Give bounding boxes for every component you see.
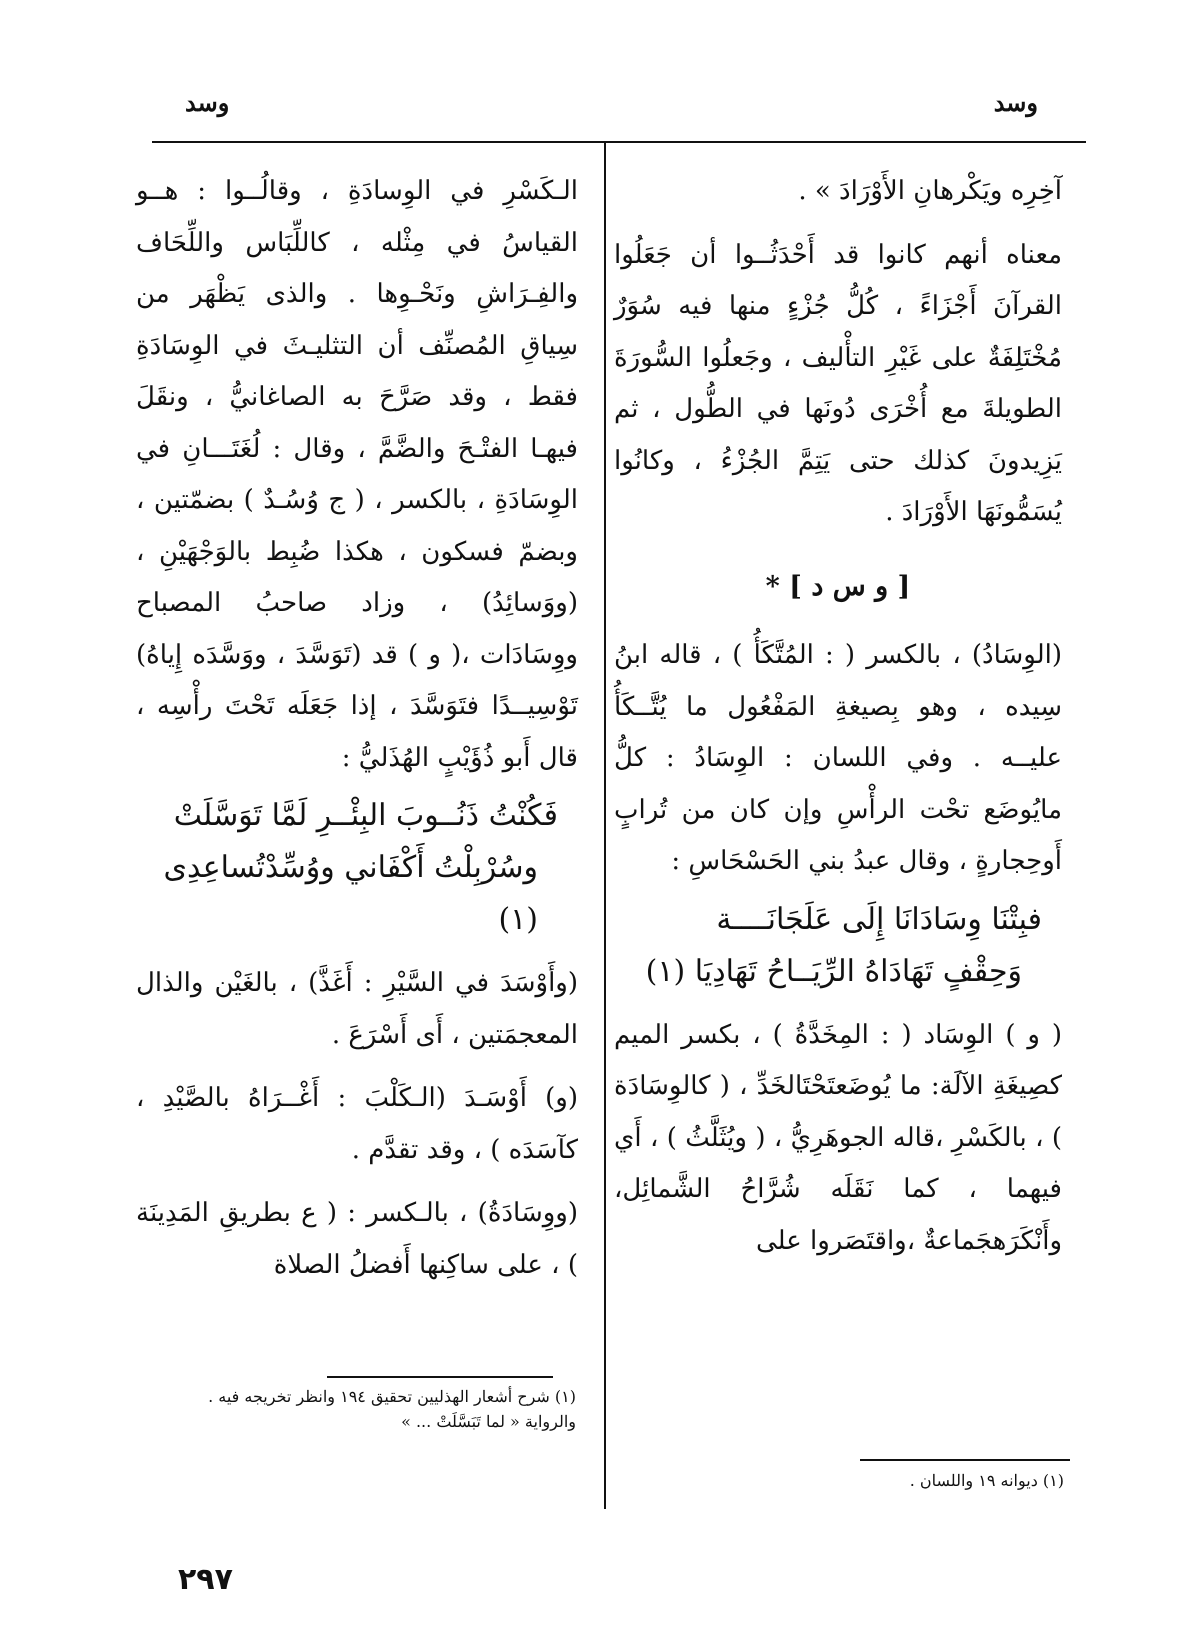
left-column [136, 166, 578, 1291]
verse-line: فبِتْنَا وِسَادَانَا إِلَى عَلَجَانَــــة [716, 901, 1042, 937]
verse-line: وَحِقْفٍ تَهَادَاهُ الرِّيَــاحُ تَهَادِيَا (١) [645, 953, 1022, 989]
footnote-right: (١) ديوانه ١٩ واللسان . [909, 1471, 1064, 1490]
footnote-line: (١) شرح أشعار الهذليين تحقيق ١٩٤ وانظر تخريجه فيه . [208, 1387, 576, 1406]
running-head-left: وسد [185, 88, 230, 117]
footnote-rule-left [327, 1376, 553, 1378]
running-head-right: وسد [993, 88, 1038, 117]
paragraph: آخِرِه ويَكْرهانِ الأَوْرَادَ » . [798, 176, 1062, 206]
footnote-line: والرواية « لما تَبَسَّلَتْ ... » [401, 1412, 576, 1431]
verse [136, 790, 578, 946]
column-divider [604, 143, 606, 1509]
paragraph: (وأَوْسَدَ في السَّيْرِ : أَغَذَّ) ، بالغَيْن والذال المعجمَتين ، أَى أَسْرَعَ . [136, 968, 578, 1050]
paragraph: معناه أنهم كانوا قد أَحْدَثُــوا أن جَعَلُوا القرآنَ أَجْزَاءً ، كُلُّ جُزْءٍ منها فيه سُوَرٌ مُخْتَلِفَةٌ على غَيْرِ التأْليف ، وجَعلُوا السُّورَةَ الطويلةَ مع أُخْرَى دُونَها في الطُّول ، ثم يَزِيدونَ كذلك حتى يَتِمَّ الجُزْءُ ، وكانُوا يُسَمُّونَهَا الأَوْرَادَ . [614, 239, 1062, 527]
header-rule [152, 141, 1086, 143]
paragraph: الـكَسْرِ في الوِسادَةِ ، وقالُــوا : هــو القياسُ في مِثْله ، كاللِّبَاس واللِّحَاف والفِـرَاشِ ونَحْـوِها . والذى يَظْهَر من سِياقِ المُصنِّف أن التثليـثَ في الوِسَادَةِ فقط ، وقد صَرَّحَ به الصاغانيُّ ، ونقَلَ فيهـا الفتْـحَ والضَّمَّ ، وقال : لُغَتَـــانِ في الوِسَادَةِ ، بالكسر ، ( ج وُسُـدٌ ) بضمّتين ، وبضمّ فسكون ، هكذا ضُبِط بالوَجْهَيْنِ ، (ووَسائِدُ) ، وزاد صاحبُ المصباح ووِسَادَات ،( و ) قد (تَوَسَّدَ ، ووَسَّدَه إِياهُ) تَوْسِيــدًا فتَوَسَّدَ ، إذا جَعَلَه تَحْتَ رأْسِه ، قال أَبو ذُؤَيْبٍ الهُذَليُّ : [136, 176, 578, 773]
paragraph: (و) أَوْسَـدَ (الـكَلْبَ : أَغْــرَاهُ بالصَّيْدِ ، كآسَدَه ) ، وقد تقدَّم . [136, 1083, 578, 1165]
paragraph: ( و ) الوِسَاد ( : المِخَدَّةُ ) ، بكسر الميم كصِيغَةِ الآلَة: ما يُوضَعتَحْتَالخَدِّ ، ( كالوِسَادَة ) ، بالكَسْرِ ،قاله الجوهَرِيُّ ، ( ويُثَلَّثُ ) ، أَي فيهما ، كما نَقَلَه شُرَّاحُ الشَّمائِل، وأَنْكَرَهجَماعةٌ ،واقتَصَروا على [614, 1019, 1062, 1256]
footnote-rule-right [860, 1459, 1070, 1461]
paragraph: (ووِسَادَةُ) ، بالـكسر : ( ع بطريقِ المَدِينَة ) ، على ساكِنها أَفضلُ الصلاة [136, 1198, 578, 1280]
footnote-left [136, 1384, 576, 1434]
verse [614, 894, 1062, 998]
entry-heading: [ و س د ] * [765, 570, 911, 602]
paragraph: (الوِسَادُ) ، بالكسر ( : المُتَّكَأُ ) ، قاله ابنُ سِيده ، وهو بِصيغةِ المَفْعُول ما يُتَّــكَأُ عليــه . وفي اللسان : الوِسَادُ : كلُّ مايُوضَع تحْت الرأْسِ وإن كان من تُرابٍ أَوحِجارةٍ ، وقال عبدُ بني الحَسْحَاسِ : [614, 640, 1062, 876]
verse-line: وسُرْبِلْتُ أَكْفَاني ووُسِّدْتُساعِدِى (١) [163, 850, 538, 937]
verse-line: فَكُنْتُ ذَنُــوبَ البِئْــرِ لَمَّا تَوَسَّلَتْ [173, 798, 558, 833]
right-column [614, 166, 1062, 1267]
page-number: ٢٩٧ [178, 1562, 233, 1597]
